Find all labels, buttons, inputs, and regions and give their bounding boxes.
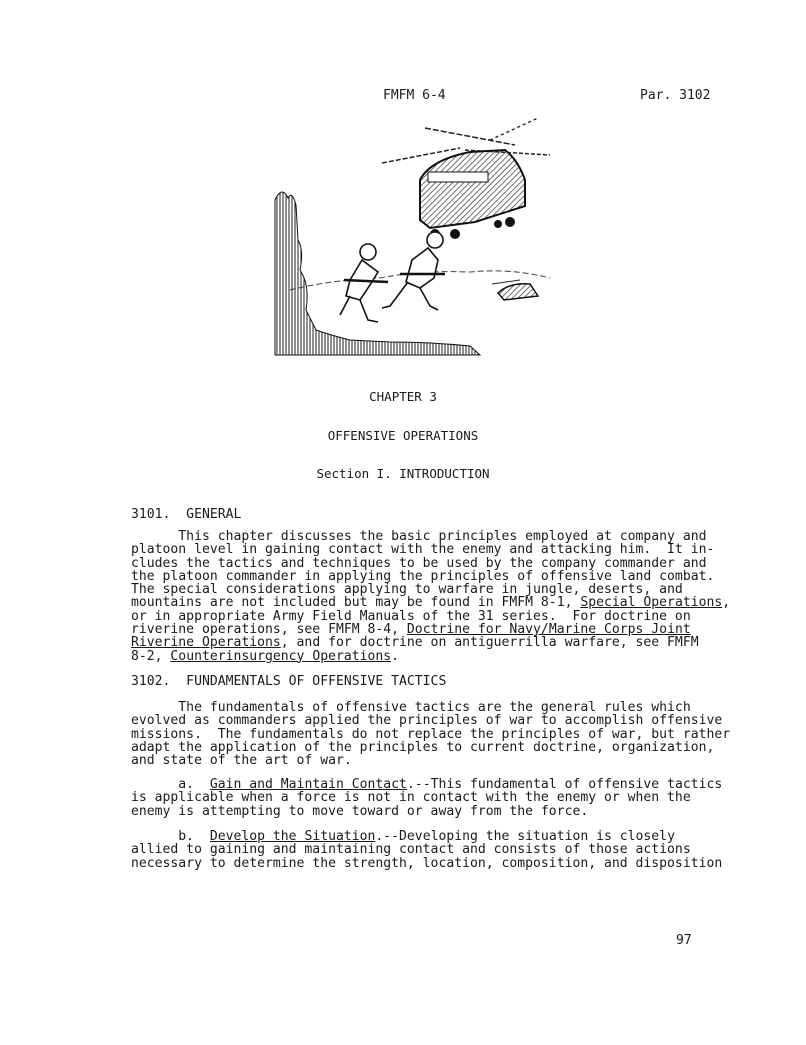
text-line: 8-2,: [131, 648, 171, 664]
text-line: riverine operations, see FMFM 8-4,: [131, 622, 407, 638]
page-number: 97: [676, 933, 692, 948]
text-line: mountains are not included but may be found in FMFM 8-1,: [131, 595, 581, 611]
reference-counterinsurgency: Counterinsurgency Operations: [170, 648, 392, 664]
helicopter-landing-marines-illustration: [270, 110, 560, 360]
item-title-develop-situation: Develop the Situation: [209, 829, 376, 844]
helicopter: [420, 150, 525, 239]
text-line: , and for doctrine on antiguerrilla warfare, see FMFM: [280, 635, 699, 651]
text-line: This chapter discusses the basic principles employed at company and: [131, 529, 707, 544]
chapter-title: OFFENSIVE OPERATIONS: [327, 428, 479, 443]
text-line: .--Developing the situation is closely: [375, 829, 675, 844]
text-line: the platoon commander in applying the principles of offensive land combat.: [131, 568, 715, 584]
punctuation: ,: [722, 595, 731, 611]
item-label: b.: [131, 829, 210, 844]
reference-riverine-operations: Riverine Operations: [131, 635, 281, 651]
paragraph-3101: [131, 530, 731, 663]
item-label: a.: [131, 777, 210, 792]
reference-special-operations: Special Operations: [580, 595, 723, 611]
running-header-manual: FMFM 6-4: [383, 88, 446, 103]
text-line: platoon level in gaining contact with the enemy and attacking him. It in-: [131, 542, 715, 558]
text-line: adapt the application of the principles to current doctrine, organization,: [131, 739, 715, 755]
paragraph-3102-a: [131, 778, 731, 818]
section-title: Section I. INTRODUCTION: [316, 466, 490, 481]
text-line: .--This fundamental of offensive tactics: [406, 777, 723, 792]
distant-helicopter: [492, 280, 538, 300]
item-title-gain-contact: Gain and Maintain Contact: [209, 777, 407, 792]
text-line: evolved as commanders applied the principles of war to accomplish offensive: [131, 713, 723, 729]
marines-running: [340, 232, 445, 322]
text-line: enemy is attempting to move toward or away from the force.: [131, 803, 589, 819]
text-line: cludes the tactics and techniques to be used by the company commander and: [131, 555, 707, 571]
section-heading-3102: 3102. FUNDAMENTALS OF OFFENSIVE TACTICS: [131, 674, 447, 689]
reference-riverine-doctrine: Doctrine for Navy/Marine Corps Joint: [406, 622, 691, 638]
text-line: The fundamentals of offensive tactics are the general rules which: [131, 700, 691, 715]
text-line: is applicable when a force is not in contact with the enemy or when the: [131, 790, 691, 806]
text-line: The special considerations applying to warfare in jungle, deserts, and: [131, 582, 683, 598]
text-line: necessary to determine the strength, location, composition, and disposition: [131, 855, 723, 871]
punctuation: .: [391, 648, 400, 664]
text-line: missions. The fundamentals do not replace the principles of war, but rather: [131, 726, 731, 742]
section-heading-3101: 3101. GENERAL: [131, 507, 242, 522]
text-line: allied to gaining and maintaining contact and consists of those actions: [131, 842, 691, 858]
paragraph-3102-b: [131, 830, 731, 870]
running-header-paragraph: Par. 3102: [640, 88, 711, 103]
chapter-number: CHAPTER 3: [369, 389, 437, 404]
text-line: and state of the art of war.: [131, 753, 352, 769]
text-line: or in appropriate Army Field Manuals of the 31 series. For doctrine on: [131, 608, 691, 624]
paragraph-3102-intro: [131, 701, 731, 767]
